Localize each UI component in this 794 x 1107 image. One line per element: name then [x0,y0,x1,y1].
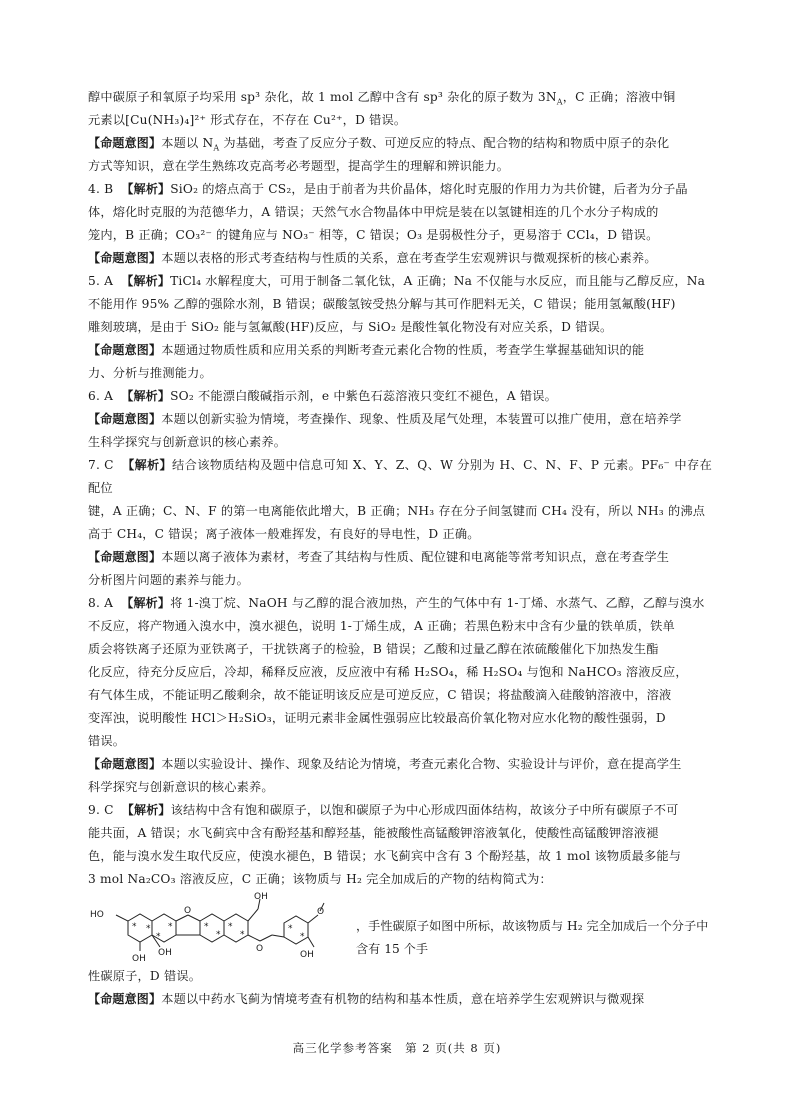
hydroxyl-label: OH [158,948,172,958]
question-number: 5. A [88,274,114,288]
answer-5: 5. A 【解析】TiCl₄ 水解程度大，可用于制备二氧化钛，A 正确；Na 不仅能与水反应，而且能与乙醇反应，Na [88,270,712,293]
question-number: 9. C [88,803,114,817]
intent-paragraph: 【命题意图】本题以中药水飞蓟为情境考查有机物的结构和基本性质，意在培养学生宏观辨识与微观探 [88,992,645,1006]
paragraph: 高于 CH₄，C 错误；离子液体一般难挥发，有良好的导电性，D 正确。 [88,527,480,541]
paragraph: 错误。 [88,734,126,748]
intent-paragraph: 【命题意图】本题以离子液体为素材，考查了其结构与性质、配位键和电离能等常考知识点，意在考查学生 [88,550,670,564]
question-number: 4. B [88,182,114,196]
paragraph: 质会将铁离子还原为亚铁离子，干扰铁离子的检验，B 错误；乙酸和过量乙醇在浓硫酸催化下加热发生酯 [88,642,659,656]
hydroxyl-label: OH [300,950,314,960]
chiral-mark: * [300,932,305,942]
answer-8: 8. A 【解析】将 1-溴丁烷、NaOH 与乙醇的混合液加热，产生的气体中有 1-丁烯、水蒸气、乙醇，乙醇与溴水 [88,592,712,615]
methoxy-oxygen-label: O [317,907,325,917]
question-number: 6. A [88,389,114,403]
chiral-mark: * [156,932,161,942]
ring-oxygen-label: O [256,944,264,954]
chiral-mark: * [132,922,137,932]
paragraph: 化反应，待充分反应后，冷却，稀释反应液，反应液中有稀 H₂SO₄，稀 H₂SO₄ 与饱和 NaHCO₃ 溶液反应， [88,665,688,679]
hydroxyl-label: OH [254,892,268,902]
paragraph: 变浑浊，说明酸性 HCl＞H₂SiO₃，证明元素非金属性强弱应比较最高价氧化物对应水化物的酸性强弱，D [88,711,666,725]
intent-tag: 【命题意图】 [88,550,162,564]
intent-tag: 【命题意图】 [88,412,162,426]
paragraph: 生科学探究与创新意识的核心素养。 [88,435,287,449]
paragraph: 科学探究与创新意识的核心素养。 [88,780,274,794]
intent-paragraph: 【命题意图】本题以 $N_A$ 为基础，考查了反应分子数、可逆反应的特点、配合物的结构和物质中原子的杂化 [88,136,670,153]
paragraph: 性碳原子，D 错误。 [88,969,202,983]
chemical-structure-diagram [88,891,356,965]
paragraph: 元素以[Cu(NH₃)₄]²⁺ 形式存在，不存在 Cu²⁺，D 错误。 [88,113,407,127]
hydroxyl-label: HO [90,910,104,920]
chiral-mark: * [204,922,209,932]
paragraph: 不能用作 95% 乙醇的强除水剂，B 错误；碳酸氢铵受热分解与其可作肥料无关，C 错误；能用氢氟酸(HF) [88,297,676,311]
chiral-mark: * [228,922,233,932]
intent-paragraph: 【命题意图】本题以创新实验为情境，考查操作、现象、性质及尾气处理，本装置可以推广使用，意在培养学 [88,412,682,426]
intent-tag: 【命题意图】 [88,757,162,771]
paragraph: ，手性碳原子如图中所标，故该物质与 H₂ 完全加成后一个分子中含有 15 个手 [356,919,709,956]
paragraph: 雕刻玻璃，是由于 SiO₂ 能与氢氟酸(HF)反应，与 SiO₂ 是酸性氧化物没有对应关系，D 错误。 [88,320,613,334]
paragraph: 有气体生成，不能证明乙酸剩余，故不能证明该反应是可逆反应，C 错误；将盐酸滴入硅酸钠溶液中，溶液 [88,688,672,702]
paragraph: 分析图片问题的素养与能力。 [88,573,250,587]
chiral-mark: * [146,924,151,934]
answer-6: 6. A 【解析】SO₂ 不能漂白酸碱指示剂，e 中紫色石蕊溶液只变红不褪色，A 错误。 [88,385,712,408]
answer-page [88,86,712,1011]
analysis-tag: 【解析】 [121,596,171,610]
intent-tag: 【命题意图】 [88,343,162,357]
analysis-tag: 【解析】 [122,458,172,472]
answer-7: 7. C 【解析】结合该物质结构及题中信息可知 X、Y、Z、Q、W 分别为 H、C、N、F、P 元素。PF₆⁻ 中存在配位 [88,454,712,500]
intent-tag: 【命题意图】 [88,992,162,1006]
intent-paragraph: 【命题意图】本题以实验设计、操作、现象及结论为情境，考查元素化合物、实验设计与评价，意在提高学生 [88,757,682,771]
intent-tag: 【命题意图】 [88,251,162,265]
chiral-mark: * [168,922,173,932]
chiral-mark: * [288,924,293,934]
paragraph: 醇中碳原子和氧原子均采用 sp³ 杂化，故 1 mol 乙醇中含有 sp³ 杂化的原子数为 $3N_A$，C 正确；溶液中铜 [88,90,676,107]
ring-oxygen-label: O [184,906,192,916]
intent-paragraph: 【命题意图】本题以表格的形式考查结构与性质的关系，意在考查学生宏观辨识与微观探析的核心素养。 [88,251,657,265]
paragraph: 不反应，将产物通入溴水中，溴水褪色，说明 1-丁烯生成，A 正确；若黑色粉末中含有少量的铁单质，铁单 [88,619,675,633]
chiral-mark: * [216,930,221,940]
intent-paragraph: 【命题意图】本题通过物质性质和应用关系的判断考查元素化合物的性质，考查学生掌握基础知识的能 [88,343,645,357]
structure-formula-row [88,891,712,965]
page-footer: 高三化学参考答案 第 2 页(共 8 页) [292,1041,502,1055]
analysis-tag: 【解析】 [121,389,171,403]
paragraph: 能共面，A 错误；水飞蓟宾中含有酚羟基和醇羟基，能被酸性高锰酸钾溶液氧化，使酸性高锰酸钾溶液褪 [88,826,659,840]
paragraph: 力、分析与推测能力。 [88,366,212,380]
paragraph: 色，能与溴水发生取代反应，使溴水褪色，B 错误；水飞蓟宾中含有 3 个酚羟基，故 1 mol 该物质最多能与 [88,849,682,863]
question-number: 7. C [88,458,114,472]
paragraph: 3 mol Na₂CO₃ 溶液反应，C 正确；该物质与 H₂ 完全加成后的产物的结构简式为： [88,872,552,886]
intent-tag: 【命题意图】 [88,136,162,150]
paragraph: 笼内，B 正确；CO₃²⁻ 的键角应与 NO₃⁻ 相等，C 错误；O₃ 是弱极性分子，更易溶于 CCl₄，D 错误。 [88,228,659,242]
answer-4: 4. B 【解析】SiO₂ 的熔点高于 CS₂，是由于前者为共价晶体，熔化时克服的作用力为共价键，后者为分子晶 [88,178,712,201]
paragraph: 体，熔化时克服的为范德华力，A 错误；天然气水合物晶体中甲烷是装在以氢键相连的几个水分子构成的 [88,205,659,219]
paragraph: 方式等知识，意在学生熟练攻克高考必考题型，提高学生的理解和辨识能力。 [88,159,510,173]
chiral-mark: * [240,930,245,940]
hydroxyl-label: OH [132,954,146,964]
answer-9: 9. C 【解析】该结构中含有饱和碳原子，以饱和碳原子为中心形成四面体结构，故该分子中所有碳原子不可 [88,799,712,822]
analysis-tag: 【解析】 [121,803,171,817]
analysis-tag: 【解析】 [121,274,171,288]
analysis-tag: 【解析】 [121,182,171,196]
question-number: 8. A [88,596,114,610]
paragraph: 键，A 正确；C、N、F 的第一电离能依此增大，B 正确；NH₃ 存在分子间氢键而 CH₄ 没有，所以 NH₃ 的沸点 [88,504,706,518]
